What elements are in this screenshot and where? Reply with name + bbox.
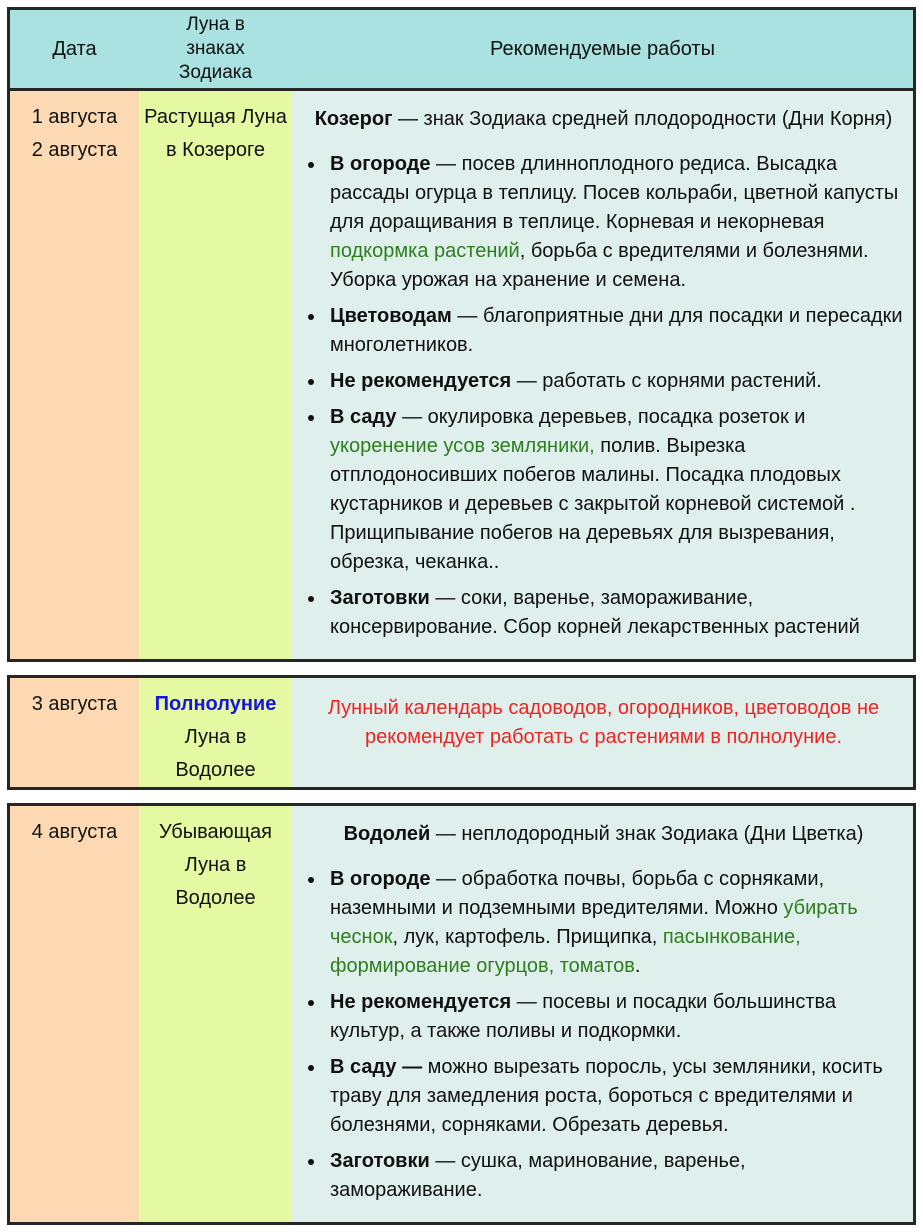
works-list-item <box>326 1147 903 1205</box>
calendar-row-aug-4 <box>10 806 913 1222</box>
text-segment: . <box>634 955 641 977</box>
text-segment: — знак Зодиака средней плодородности (Дни Корня) <box>392 108 893 130</box>
works-list-item <box>326 865 903 981</box>
header-moon-line: знаках <box>186 38 245 59</box>
header-cell-moon <box>139 10 292 88</box>
calendar-row-aug-3 <box>10 678 913 787</box>
moon-phase-text: Убывающая <box>158 821 273 843</box>
moon-phase-cell <box>139 806 292 1222</box>
works-list-item <box>326 150 903 295</box>
text-segment: В огороде <box>330 868 431 890</box>
calendar-row-aug-1-2 <box>10 91 913 659</box>
moon-phase-text: Луна в <box>184 726 247 748</box>
text-segment: В огороде <box>330 153 431 175</box>
header-cell-date <box>10 10 139 88</box>
text-segment: пасынкование, формирование огурцов, томатов <box>330 926 801 977</box>
zodiac-sign-heading <box>304 820 903 849</box>
works-list-item <box>326 988 903 1046</box>
text-segment: убирать чеснок <box>330 897 858 948</box>
text-segment: — неплодородный знак Зодиака (Дни Цветка) <box>430 823 864 845</box>
table-header-row <box>10 10 913 91</box>
recommended-works-cell <box>292 91 913 659</box>
text-segment: подкормка растений <box>330 240 520 262</box>
date-cell <box>10 91 139 659</box>
text-segment: — обработка почвы, борьба с сорняками, наземными и подземными вредителями. Можно <box>330 868 825 919</box>
text-segment: Цветоводам <box>330 305 452 327</box>
works-list-item <box>326 367 903 396</box>
date-text: 4 августа <box>31 821 118 843</box>
text-segment: Не рекомендуется <box>330 370 512 392</box>
text-segment: , борьба с вредителями и болезнями. Уборка урожая на хранение и семена. <box>330 240 869 291</box>
text-segment: — сушка, маринование, варенье, замораживание. <box>330 1150 746 1201</box>
text-segment: — работать с корнями растений. <box>511 370 822 392</box>
text-segment: укоренение усов земляники, <box>330 435 595 457</box>
works-list <box>304 150 903 642</box>
header-date-label: Дата <box>52 37 97 60</box>
date-text: 1 августа <box>31 106 118 128</box>
moon-phase-text: Луна в <box>184 854 247 876</box>
works-list-item <box>326 403 903 577</box>
works-list-item <box>326 1053 903 1140</box>
recommended-works-cell <box>292 806 913 1222</box>
text-segment: , лук, картофель. Прищипка, <box>392 926 663 948</box>
header-works-label: Рекомендуемые работы <box>490 37 715 60</box>
moon-phase-text: Водолее <box>175 887 256 909</box>
text-segment: — посевы и посадки большинства культур, а также поливы и подкормки. <box>330 991 837 1042</box>
calendar-block-aug-1-2 <box>7 7 916 662</box>
moon-phase-text: Растущая Луна <box>144 106 287 128</box>
date-cell <box>10 806 139 1222</box>
works-list <box>304 865 903 1205</box>
calendar-block-aug-4 <box>7 803 916 1225</box>
header-moon-line: Луна в <box>186 14 245 35</box>
text-segment: Не рекомендуется <box>330 991 512 1013</box>
full-moon-warning <box>309 694 899 752</box>
date-cell <box>10 678 139 787</box>
text-segment: В саду <box>330 406 397 428</box>
text-segment: — благоприятные дни для посадки и пересадки многолетников. <box>330 305 903 356</box>
moon-phase-text: в Козероге <box>165 139 266 161</box>
moon-phase-cell <box>139 678 292 787</box>
works-list-item <box>326 302 903 360</box>
moon-phase-text: Полнолуние <box>154 693 277 715</box>
date-text: 2 августа <box>31 139 118 161</box>
text-segment: — окулировка деревьев, посадка розеток и <box>396 406 806 428</box>
zodiac-sign-heading <box>304 105 903 134</box>
text-segment: можно вырезать поросль, усы земляники, косить траву для замедления роста, бороться с вредителями и болезнями, сорняками. Обрезать деревья. <box>330 1056 883 1136</box>
text-segment: — посев длинноплодного редиса. Высадка рассады огурца в теплицу. Посев кольраби, цветной капусты для доращивания в теплице. Корневая и некорневая <box>330 153 899 233</box>
header-moon-line: Зодиака <box>178 62 253 83</box>
text-segment: Козерог <box>314 108 393 130</box>
date-text: 3 августа <box>31 693 118 715</box>
text-segment: В саду — <box>330 1056 423 1078</box>
recommended-works-cell <box>292 678 913 787</box>
works-list-item <box>326 584 903 642</box>
text-segment: — соки, варенье, замораживание, консервирование. Сбор корней лекарственных растений <box>330 587 860 638</box>
text-segment: Лунный календарь садоводов, огородников, цветоводов не рекомендует работать с растениями в полнолуние. <box>327 697 880 748</box>
moon-phase-text: Водолее <box>175 759 256 781</box>
text-segment: полив. Вырезка отплодоносивших побегов малины. Посадка плодовых кустарников и деревьев с закрытой корневой системой . Прищипывание побегов на деревьях для вызревания, обрезка, чеканка.. <box>330 435 856 573</box>
text-segment: Водолей <box>343 823 431 845</box>
calendar-block-aug-3 <box>7 675 916 790</box>
text-segment: Заготовки <box>330 1150 430 1172</box>
text-segment: Заготовки <box>330 587 430 609</box>
header-cell-works <box>292 10 913 88</box>
moon-phase-cell <box>139 91 292 659</box>
